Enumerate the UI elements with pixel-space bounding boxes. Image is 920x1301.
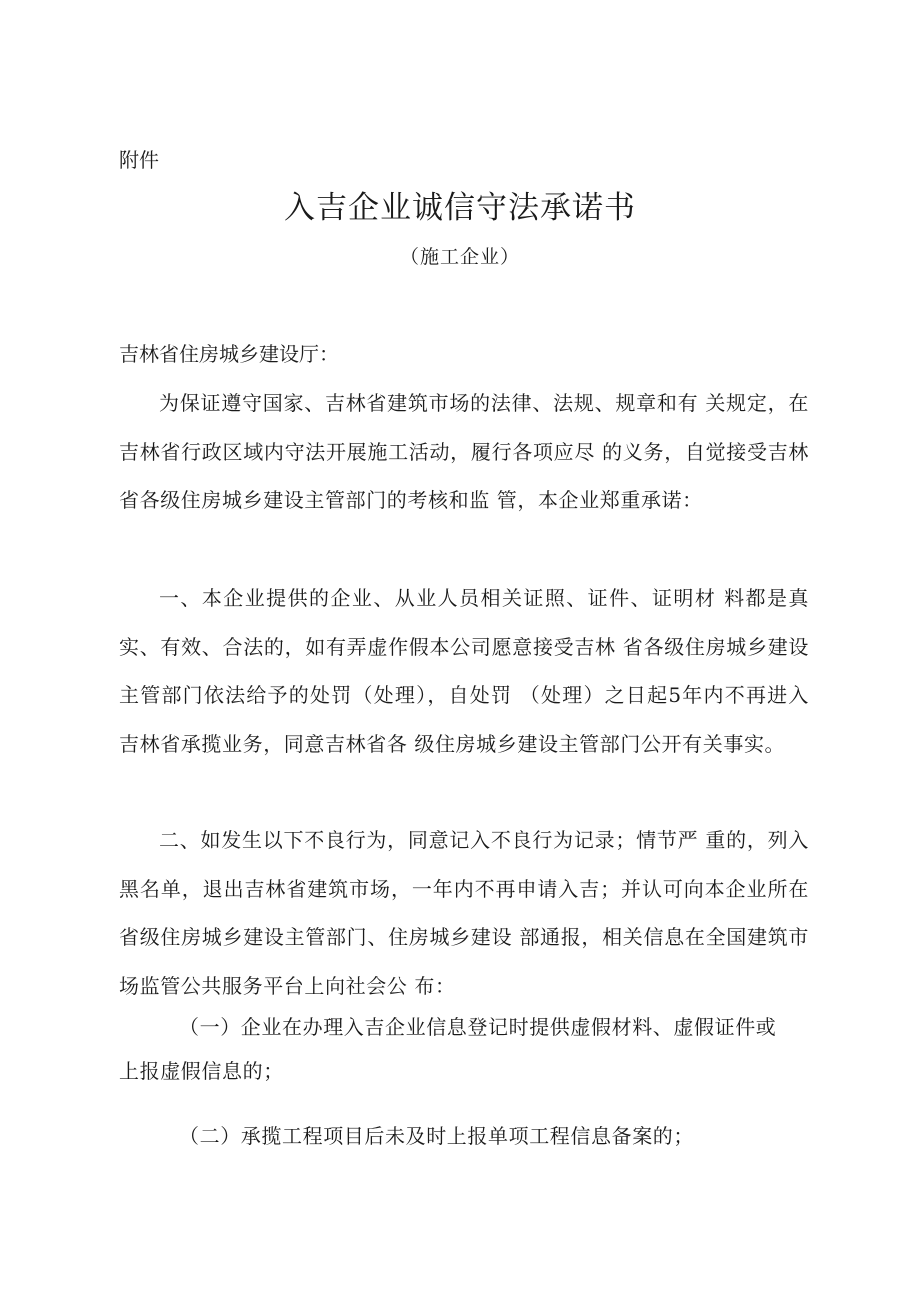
paragraph-intro: 为保证遵守国家、吉林省建筑市场的法律、法规、规章和有 关规定，在吉林省行政区域内守法开展施工活动，履行各项应尽 的义务，自觉接受吉林省各级住房城乡建设主管部门的考核和监 管，本企业郑重承诺： [119,391,809,512]
annex-label: 附件 [119,148,159,172]
list-item: （一）企业在办理入吉企业信息登记时提供虚假材料、虚假证件或上报虚假信息的； [119,1015,777,1083]
paragraph-commitment-1: 一、本企业提供的企业、从业人员相关证照、证件、证明材 料都是真实、有效、合法的，如有弄虚作假本公司愿意接受吉林 省各级住房城乡建设主管部门依法给予的处罚（处理），自处罚 （处理）之日起5年内不再进入吉林省承揽业务，同意吉林省各 级住房城乡建设主管部门公开有关事实。 [119,586,809,756]
paragraph-commitment-2: 二、如发生以下不良行为，同意记入不良行为记录；情节严 重的，列入黑名单，退出吉林省建筑市场，一年内不再申请入吉；并认可向本企业所在省级住房城乡建设主管部门、住房城乡建设 部通报，相关信息在全国建筑市场监管公共服务平台上向社会公 布： [119,828,809,998]
list-item: （二）承揽工程项目后未及时上报单项工程信息备案的； [179,1124,694,1148]
addressee: 吉林省住房城乡建设厅： [119,342,339,366]
document-title: 入吉企业诚信守法承诺书 [284,190,636,226]
document-subtitle: （施工企业） [399,246,520,268]
